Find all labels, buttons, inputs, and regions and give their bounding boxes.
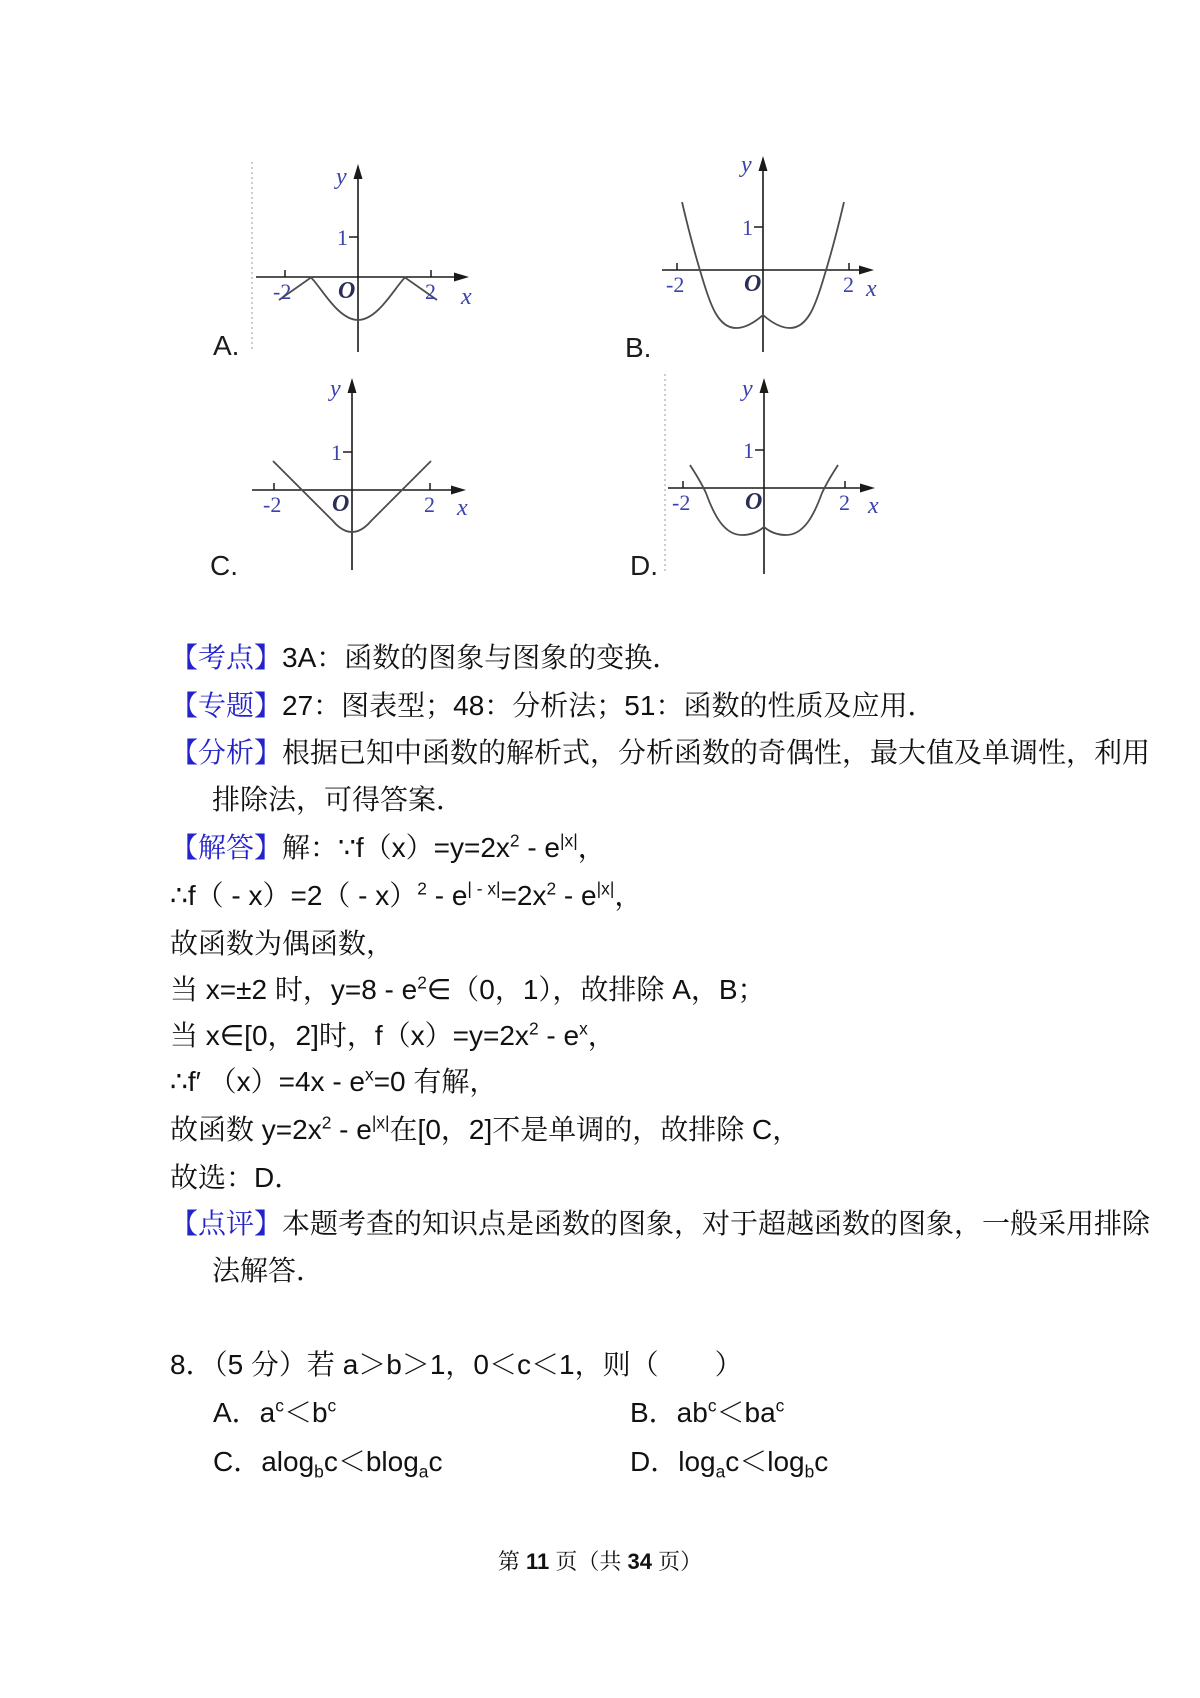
page-footer: 第 11 页（共 34 页） [497, 1549, 703, 1574]
x-axis-label: x [868, 493, 879, 519]
solution-line-derivative: ∴f′ $(x)=4x - e^x=0$ 有解， [170, 1064, 498, 1097]
solution-line-kaodian: 【考点】3A：函数的图象与图象的变换． [170, 642, 681, 673]
graph-option-d [642, 368, 887, 578]
solution-line-jieda: 【解答】解：$\because f(x)=y=2x^2 - e^{|x|}$， [170, 830, 606, 863]
tick-label-2: 2 [843, 272, 854, 297]
x-axis-arrow-icon [859, 266, 874, 275]
tick-label-1: 1 [337, 225, 348, 250]
tick-label-2: 2 [425, 279, 436, 304]
origin-label: O [744, 271, 762, 297]
graph-option-c [238, 372, 474, 572]
question-8-option-d: D．$\log_ac<\log_bc$ [630, 1446, 829, 1482]
solution-line-answer: 故选：D． [170, 1162, 303, 1193]
x-axis-arrow-icon [860, 484, 875, 493]
y-axis-arrow-icon [354, 164, 363, 179]
y-axis-label: y [741, 152, 752, 178]
tick-label-2: 2 [424, 492, 435, 517]
x-axis-arrow-icon [454, 273, 469, 282]
tick-label-1: 1 [743, 438, 754, 463]
x-axis-label: x [457, 495, 468, 521]
x-axis-label: x [866, 276, 877, 302]
solution-line-exclude-ab: 当 x=±2 时，$y=8 - e^2\in(0$，1），故排除 A，B； [170, 972, 766, 1005]
tick-label-neg2: -2 [672, 490, 691, 515]
question-8-stem: 8．（5 分）若 a＞b＞1，0＜c＜1，则（ ） [170, 1349, 743, 1380]
tick-label-neg2: -2 [263, 492, 282, 517]
origin-label: O [745, 489, 763, 515]
tick-label-1: 1 [742, 215, 753, 240]
solution-line-interval: 当 x∈[0，2]时，$f(x)=y=2x^2 - e^x$， [170, 1018, 616, 1051]
graph-option-b [642, 148, 882, 354]
y-axis-label: y [336, 164, 347, 190]
question-8-option-b: B．$ab^c<ba^c$ [630, 1395, 785, 1428]
graph-option-label-b: B. [625, 332, 652, 363]
y-axis-arrow-icon [760, 378, 769, 393]
graph-option-label-c: C. [210, 550, 238, 581]
question-8-option-c: C．alog$_b$c＜blog$_a$c [213, 1446, 443, 1482]
tick-label-neg2: -2 [273, 279, 292, 304]
solution-line-fnegx: ∴f（ - $x)=2( - x)^2 - e^{| - x|}=2x^2 - e^{|x|}$， [170, 878, 643, 911]
question-8-option-a: A．$a^c<b^c$ [213, 1395, 337, 1428]
graph-option-label-d: D. [630, 550, 658, 581]
origin-label: O [338, 278, 356, 304]
solution-line-even: 故函数为偶函数， [170, 928, 395, 959]
solution-line-fenxi: 【分析】根据已知中函数的解析式，分析函数的奇偶性，最大值及单调性，利用 [170, 737, 1151, 768]
x-axis-label: x [461, 284, 472, 310]
origin-label: O [332, 491, 350, 517]
solution-line-dianping-cont: 法解答． [212, 1255, 325, 1286]
y-axis-arrow-icon [348, 378, 357, 393]
solution-line-zhuanti: 【专题】27：图表型；48：分析法；51：函数的性质及应用． [170, 690, 936, 721]
solution-line-dianping: 【点评】本题考查的知识点是函数的图象，对于超越函数的图象，一般采用排除 [170, 1208, 1151, 1239]
tick-label-neg2: -2 [666, 272, 685, 297]
y-axis-label: y [742, 376, 753, 402]
tick-label-2: 2 [839, 490, 850, 515]
x-axis-arrow-icon [451, 486, 466, 495]
y-axis-arrow-icon [759, 156, 768, 171]
y-axis-label: y [330, 376, 341, 402]
graph-option-label-a: A. [213, 330, 240, 361]
tick-label-1: 1 [331, 440, 342, 465]
graph-option-a [240, 158, 476, 354]
solution-line-exclude-c: 故函数 $y=2x^2 - e^{|x|}$在[0，2]不是单调的，故排除 C， [170, 1112, 801, 1145]
solution-line-fenxi-cont: 排除法，可得答案． [212, 784, 465, 815]
